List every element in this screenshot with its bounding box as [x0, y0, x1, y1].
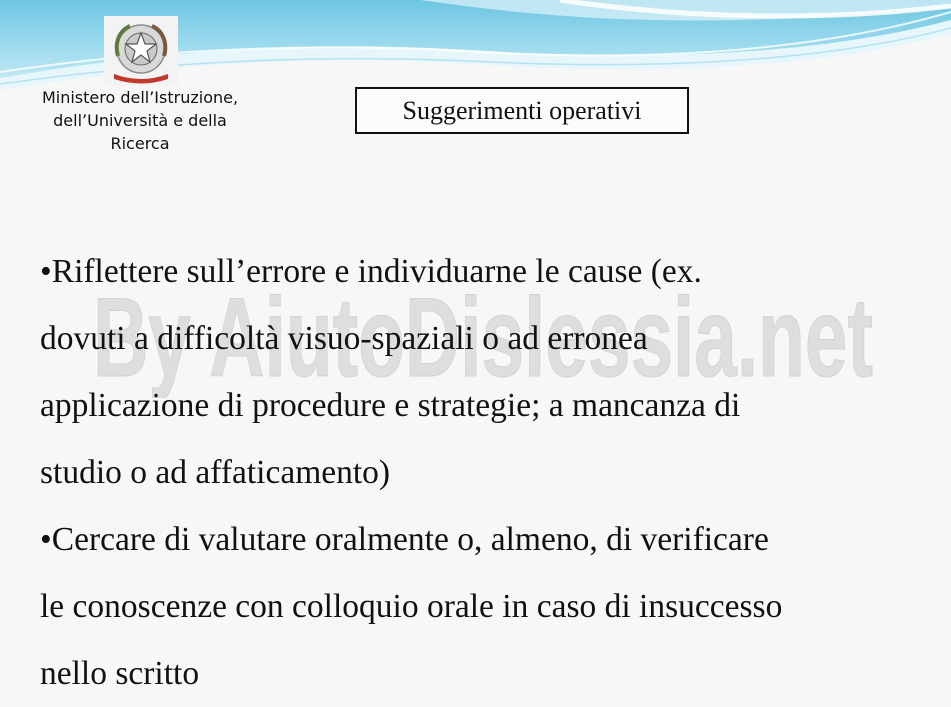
ministry-label-line: Ricerca — [110, 134, 170, 154]
slide-title-box — [355, 87, 689, 134]
bullet-item — [40, 506, 920, 707]
slide-title: Suggerimenti operativi — [402, 95, 642, 125]
ministry-label-line: Ministero dell’Istruzione, — [41, 88, 239, 107]
bullet-list — [40, 238, 920, 707]
watermark-text: By AiutoDislessia.net — [93, 275, 873, 398]
bullet-line: dovuti a difficoltà visuo-spaziali o ad erronea — [40, 320, 648, 357]
bullet-item — [40, 238, 920, 506]
repubblica-italiana-emblem-icon — [104, 16, 178, 86]
bullet-line: applicazione di procedure e strategie; a mancanza di — [40, 387, 741, 424]
bullet-line: le conoscenze con colloquio orale in caso di insuccesso — [40, 588, 783, 625]
bullet-line: nello scritto — [40, 655, 200, 692]
bullet-line: •Cercare di valutare oralmente o, almeno, di verificare — [40, 521, 769, 558]
bullet-line: •Riflettere sull’errore e individuarne le cause (ex. — [40, 253, 702, 290]
ministry-label — [4, 86, 276, 156]
ministry-label-line: dell’Università e della — [53, 111, 227, 131]
bullet-line: studio o ad affaticamento) — [40, 454, 391, 491]
